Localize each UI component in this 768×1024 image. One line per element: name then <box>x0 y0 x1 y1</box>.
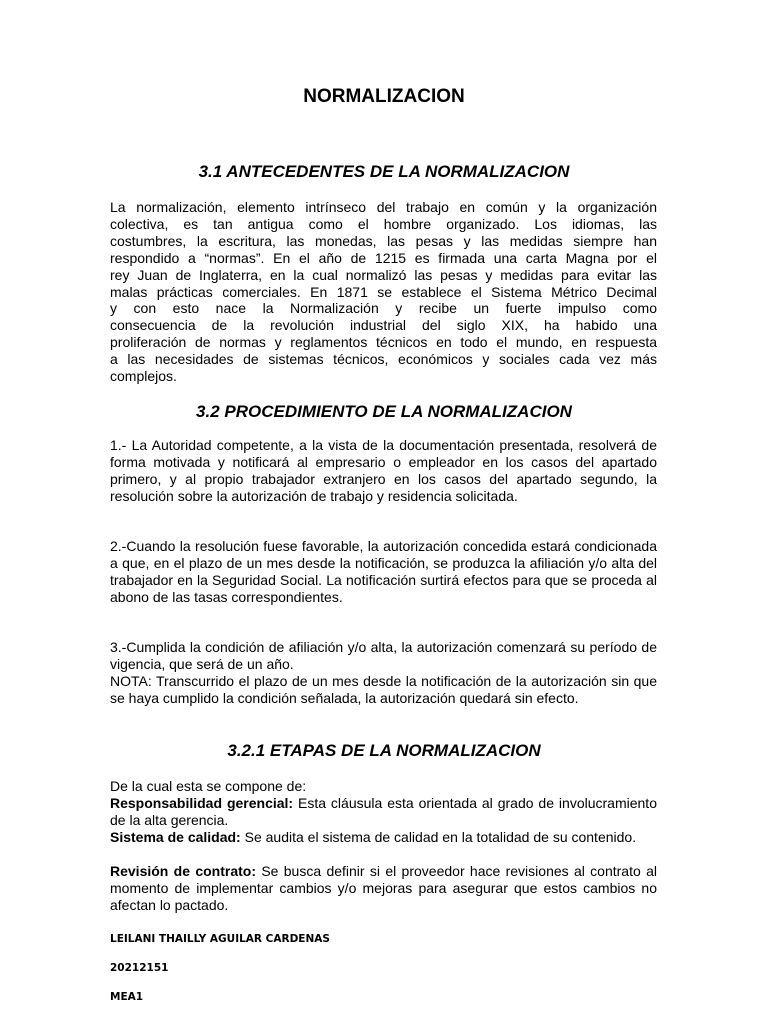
paragraph-line: rey Juan de Inglaterra, en la cual normalizó las pesas y medidas para evitar las <box>110 266 657 283</box>
etapa-item-revision <box>110 863 657 914</box>
nota-paragraph: NOTA: Transcurrido el plazo de un mes desde la notificación de la autorización sin que se haya cumplido la condición señalada, la autorización quedará sin efecto. <box>110 673 657 706</box>
paragraph-line: consecuencia de la revolución industrial del siglo XIX, ha habido una <box>110 317 657 334</box>
document-title: NORMALIZACION <box>303 86 465 107</box>
student-id: 20212151 <box>110 962 169 974</box>
section-heading-etapas: 3.2.1 ETAPAS DE LA NORMALIZACION <box>227 741 541 760</box>
procedimiento-paragraph-3: 3.-Cumplida la condición de afiliación y/o alta, la autorización comenzará su período de vigencia, que será de un año. <box>110 639 657 672</box>
paragraph-line: respondido a “normas”. En el año de 1215 es firmada una carta Magna por el <box>110 249 657 266</box>
paragraph-line: y con esto nace la Normalización y recibe un fuerte impulso como <box>110 300 657 317</box>
etapa-term: Responsabilidad gerencial: <box>110 795 294 811</box>
paragraph-line: proliferación de normas y reglamentos técnicos en todo el mundo, en respuesta <box>110 334 657 351</box>
group-code: MEA1 <box>110 991 144 1003</box>
etapa-term: Revisión de contrato: <box>110 863 256 879</box>
antecedentes-paragraph <box>110 199 657 385</box>
etapa-term: Sistema de calidad: <box>110 829 241 845</box>
paragraph-line: La normalización, elemento intrínseco del trabajo en común y la organización <box>110 199 657 215</box>
procedimiento-paragraph-1: 1.- La Autoridad competente, a la vista de la documentación presentada, resolverá de forma motivada y notificará al empresario o empleador en los casos del apartado primero, y al propio trabajador extranjero en los casos del apartado segundo, la resolución sobre la autorización de trabajo y residencia solicitada. <box>110 437 657 504</box>
paragraph-line: malas prácticas comerciales. En 1871 se establece el Sistema Métrico Decimal <box>110 283 657 300</box>
section-heading-antecedentes: 3.1 ANTECEDENTES DE LA NORMALIZACION <box>198 162 570 181</box>
paragraph-line: colectiva, es tan antigua como el hombre organizado. Los idiomas, las <box>110 215 657 232</box>
paragraph-line: complejos. <box>110 368 177 385</box>
etapa-text: Se busca definir si el proveedor hace revisiones al contrato al momento de implementar cambios y/o mejoras para asegurar que estos cambios no afectan lo pactado. <box>110 863 657 913</box>
etapa-text: Se audita el sistema de calidad en la totalidad de su contenido. <box>240 829 637 845</box>
etapa-text: Esta cláusula esta orientada al grado de involucramiento de la alta gerencia. <box>110 795 657 828</box>
paragraph-line: costumbres, la escritura, las monedas, las pesas y las medidas siempre han <box>110 232 657 249</box>
etapa-item-sistema <box>110 829 657 846</box>
etapa-item-responsabilidad <box>110 795 657 829</box>
author-name: LEILANI THAILLY AGUILAR CARDENAS <box>110 933 330 945</box>
etapas-intro: De la cual esta se compone de: <box>110 778 307 794</box>
procedimiento-paragraph-2: 2.-Cuando la resolución fuese favorable, la autorización concedida estará condicionada a que, en el plazo de un mes desde la notificación, se produzca la afiliación y/o alta del trabajador en la Seguridad Social. La notificación surtirá efectos para que se proceda al abono de las tasas correspondientes. <box>110 538 657 605</box>
paragraph-line: a las necesidades de sistemas técnicos, económicos y sociales cada vez más <box>110 351 657 368</box>
section-heading-procedimiento: 3.2 PROCEDIMIENTO DE LA NORMALIZACION <box>196 402 572 421</box>
